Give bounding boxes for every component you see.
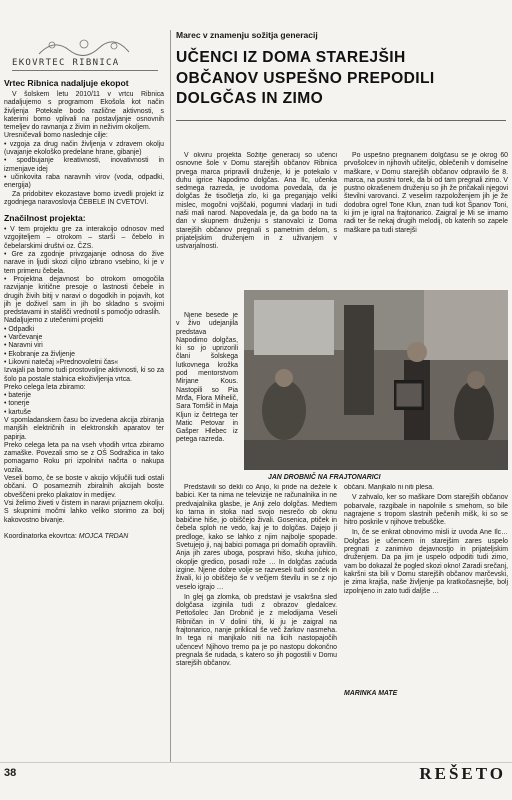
section-title-znacilnost: Značilnost projekta: <box>4 213 86 224</box>
paragraph: V spomladanskem času bo izvedena akcija zbiranja manjših električnih in elektronskih aparatov ter papirja. <box>4 416 164 441</box>
column-divider <box>170 30 171 762</box>
list-item: • Ekobranje za življenje <box>4 350 75 358</box>
paragraph: V šolskem letu 2010/11 v vrtcu Ribnica nadaljujemo s programom Ekošola kot način življenja Potekale bodo različne aktivnosti, s katerimi bomo vplivali na postavljanje osnovnih temeljev do ravnanja z živim in neživim okoljem. <box>4 91 164 132</box>
footer-rule <box>0 762 512 763</box>
paragraph: občani. Manjkalo ni niti plesa. <box>344 484 435 491</box>
list-item: • kartuše <box>4 408 31 416</box>
article-author: MARINKA MATE <box>344 690 398 697</box>
list-item: • Varčevanje <box>4 334 43 342</box>
paragraph: Vsi želimo živeti v čistem in naravi prijaznem okolju. S skupnimi močmi lahko veliko storimo za bolj kakovostno bivanje. <box>4 499 164 524</box>
logo-text: EKOVRTEC RIBNICA <box>12 58 120 68</box>
page-number: 38 <box>4 767 17 779</box>
section-title-ekopot: Vrtec Ribnica nadaljuje ekopot <box>4 78 129 88</box>
magazine-brand: REŠETO <box>419 764 506 783</box>
paragraph: Predstavili so dekli co Anjo, ki pride na dežele k babici. Ker ta nima ne televizije ne računalnika in ne predvajalnika glasbe, je Anji zelo dolgčas. Medtem ko tarna in stoka nad svojo nesrečo ob oknu babičine hiše, jo obiščejo živali. Gosenica, ptiček in čebela sploh ne vedo, kaj je to dolgčas. Dajejo ji predloge, kako se lahko z njim najbolje spopade. Svetujejo ji, naj babici pomaga pri domačih opravilih. Anja jih zares uboga, pospravi hišo, skuha juhico, okoplje gredico, posadi rože … In dolgčas zaćuda izgine. Njene dobre volje se razveseli tudi sonček in živali, ki jo obiščejo še v večjem številu in se z njo veselo igrajo … <box>176 484 337 591</box>
paragraph: Veseli bomo, če se boste v akcijo vključili tudi ostali občani. O posameznih zbiralnih akcijah boste obveščeni preko plakatov in medijev. <box>4 475 164 499</box>
headline-rule <box>176 120 506 121</box>
list-item: • baterije <box>4 392 31 400</box>
article-column-2-bottom <box>344 484 508 684</box>
paragraph: Njene besede je v živo udejanjila predstava Napodimo dolgčas, ki so jo uprizorili člani šolskega lutkovnega krožka pod mentorstvom Mirjane Kous. Nastopili so Pia Mrđa, Flora Mihelič, Sara Tomšič in Maja Kljun iz četrtega ter Matic Petovar in Gašper Hlebec iz petega razreda. <box>176 312 238 444</box>
article-column-1-narrow <box>176 312 238 480</box>
list-item: • tonerje <box>4 400 30 408</box>
paragraph: Po uspešno pregnanem dolgčasu se je okrog 60 prvošolcev in njihovih učiteljic, oblečenih v domiselne maškare, v Domu starejših občanov odpravilo še 8. marca, na pustni torek, da bi od tam pregnali zimo. V pustno okrašenem druženju so jih že pričakali njegovi številni varovanci. Z veselim razpoloženjem jih je že dodobra ogrel Tone Klun, znan tudi kot Španov Toni, ki jim je igral na frajtonarico. Zaigral je Mi se imamo radi ter še nekaj drugih melodij, ob katerih so zapele maškare pa tudi starejši <box>344 152 508 234</box>
paragraph: • učinkovita raba naravnih virov (voda, odpadki, energija) <box>4 173 164 190</box>
paragraph: V okviru projekta Sožitje generacij so učenci osnovne šole v Domu starejših občanov Ribnica prvega marca pripravili druženje, ki je potekalo v duhu igrice Napodimo dolgčas. Ana Ilc, učenka sedmega razreda, je uvodoma povedala, da je dolgčas že tisočletja zlo, ki ga preganjajo veliki mislec, mogočni vojščaki, pogumni vladarji in tudi naši mali narod. Napovedala je, da ga bodo na ta dan v skupnem druženju s stanovalci iz Doma starejših občanov pregnali s pametnim delom, s prijateljskim druženjem in z uživanjem v ustvarjalnosti. <box>176 152 337 251</box>
logo-drawing-icon <box>34 36 134 56</box>
list-item: • Naravni viri <box>4 342 43 350</box>
article-headline <box>176 48 506 110</box>
headline-line: OBČANOV USPEŠNO PREPODILI <box>176 69 435 87</box>
paragraph: • spodbujanje kreativnosti, inovativnosti in izmenjave idej <box>4 157 164 173</box>
paragraph: In glej ga zlomka, ob predstavi je vsakršna sled dolgčasa izginila tudi z obrazov gledalcev. Pettošolec Jan Drobnič je z melodijama Veseli Ribničan in V dolini tihi, ki ju je zaigral na frajtonarico, nanje priklical še več žarkov nasmeha. In tega ni manjkalo niti na licih nastopajočih učencev! Njihovo tremo pa je po nastopu dokončno pregnala še rudada, s katero so jih pogostili v Domu starejših občanov. <box>176 593 337 668</box>
paragraph: V zahvalo, ker so maškare Dom starejših občanov pobarvale, razgibale in napolnile s smehom, so bile nagrajene s tropom slastnih pečenih mišk, ki so se hitro poskrile v njihove trebuščke. <box>344 494 508 527</box>
paragraph: • Gre za zgodnje privzgajanje odnosa do žive narave in ljudi skozi ciljno izbrano vsebino, ki je v tem primeru čebela. <box>4 251 164 275</box>
list-item: • Odpadki <box>4 325 34 333</box>
list-item: • Likovni natečaj »Prednovoletni čas« <box>4 358 119 366</box>
paragraph: Preko celega leta zbiramo: <box>4 383 86 391</box>
article-kicker: Marec v znamenju sožitja generacij <box>176 30 318 40</box>
coordinator-label: Koordinatorka ekovrtca: <box>4 532 77 540</box>
ekovrtec-logo <box>4 34 164 72</box>
logo-underline <box>12 70 158 71</box>
coordinator-signature <box>4 533 164 540</box>
coordinator-name: MOJCA TRDAN <box>78 532 129 540</box>
left-column <box>4 34 164 769</box>
headline-line: DOLGČAS IN ZIMO <box>176 90 324 107</box>
paragraph: Uresničevali bomo naslednje cilje: <box>4 132 108 140</box>
paragraph: • V tem projektu gre za interakcijo odnosov med vzgojiteljem – otrokom – starši – čebelo in čebelarskimi društvi oz. ČZS. <box>4 226 164 250</box>
article-column-1 <box>176 152 337 312</box>
left-text-block-1 <box>4 91 164 207</box>
paragraph: • vzgoja za drug način življenja v zdravem okolju (uvajanje ekološko predelane hrane, gibanje) <box>4 140 164 157</box>
photo-caption: JAN DROBNIČ NA FRAJTONARICI <box>268 474 381 481</box>
left-text-block-2 <box>4 226 164 525</box>
article-column-1-bottom <box>176 484 337 762</box>
paragraph: • Projektna dejavnost bo otrokom omogočila razvijanje kritične presoje o lastnosti čebele in drugih živih bitij v naravi o dogodkih in pojavih, kot jih je doživel sam in jih bo skladno s svojimi predstavami in stališči vrednotil s pomočjo odraslih. <box>4 275 164 317</box>
photo-accordion-player-icon <box>244 290 508 470</box>
paragraph: In, če se enkrat obnovimo misli iz uvoda Ane Ilc… Dolgčas je učencem in starejšim zares uspelo pregnati z zanimivo dejavnostjo in prijateljskim druženjem. Da pa jim je uspelo odpoditi tudi zimo, vam bo dokazal že pogled skozi okno! Zaradi srečanj, kakršni sta bili v Domu starejših občanov marčevski, je zima krajša, naše življenje pa kratkočasnejše, bolj izpolnjeno in zato tudi daljše … <box>344 529 508 595</box>
paragraph: Nadaljujemo z utečenimi projekti <box>4 317 104 325</box>
paragraph: Preko celega leta pa na vseh vhodih vrtca zbiramo zamaške. Povezali smo se z OŠ Sodražica in tako pomagamo Roku pri izpolnitvi načrta o nakupa vozila. <box>4 441 164 474</box>
article-photo <box>244 290 508 470</box>
paragraph: Izvajali pa bomo tudi prostovoljne aktivnosti, ki so za šolo pa postale stalnica ekoživljenja vrtca. <box>4 367 164 383</box>
paragraph: Za pridobitev ekozastave bomo izvedli projekt iz zgodnjega naravoslovja ČEBELE IN CVETOVI. <box>4 190 164 206</box>
headline-line: UČENCI IZ DOMA STAREJŠIH <box>176 49 406 66</box>
article-column-2 <box>344 152 508 302</box>
